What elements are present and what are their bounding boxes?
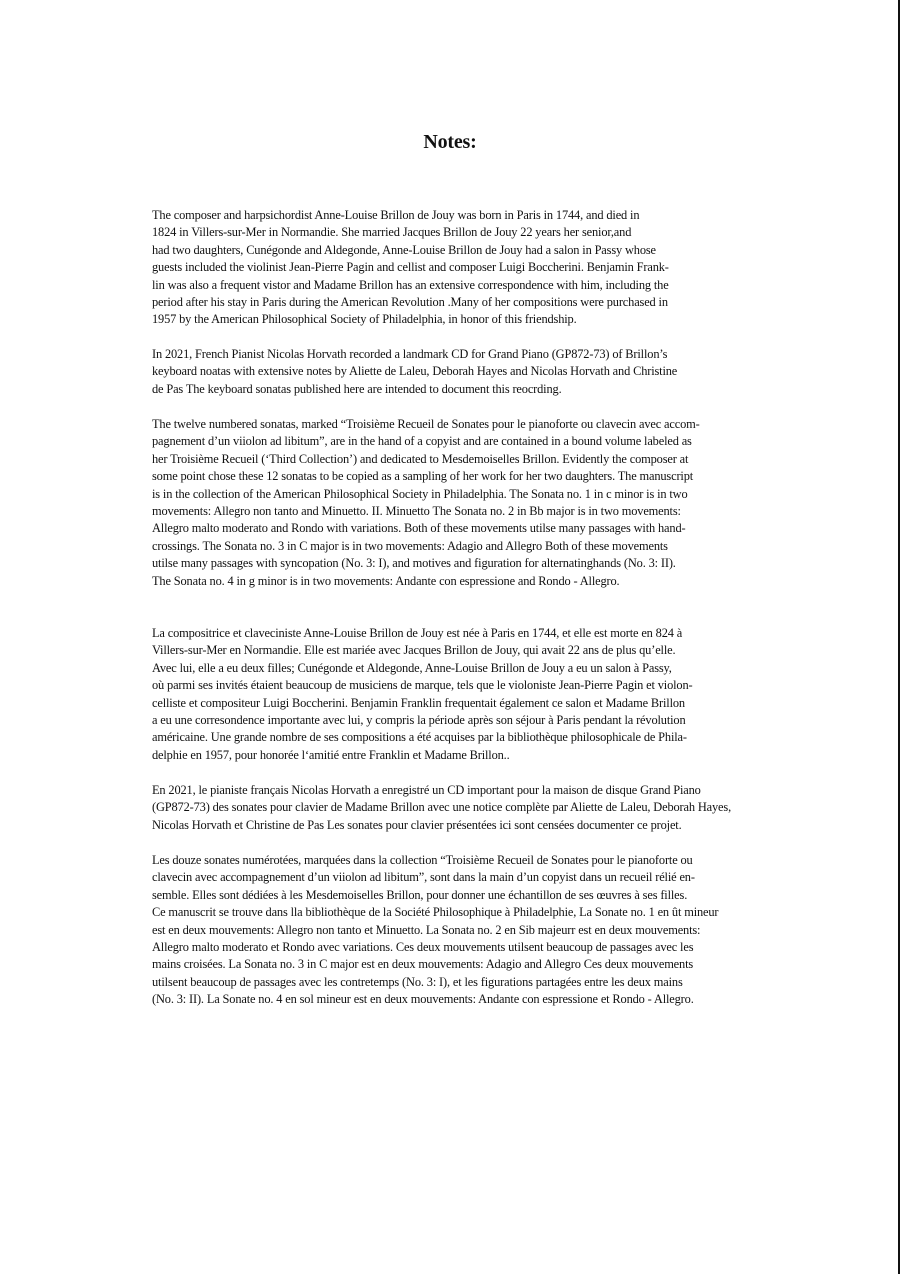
text-line: keyboard noatas with extensive notes by Aliette de Laleu, Deborah Hayes and Nicolas Horvath and Christine xyxy=(152,364,678,379)
paragraph-french-sonatas xyxy=(152,852,718,1009)
text-line: En 2021, le pianiste français Nicolas Horvath a enregistré un CD important pour la maison de disque Grand Piano xyxy=(152,783,701,797)
text-line: lin was also a frequent vistor and Madame Brillon has an extensive correspondence with him, including the xyxy=(152,277,669,292)
text-line: The twelve numbered sonatas, marked “Troisième Recueil de Sonates pour le pianoforte ou clavecin avec accom- xyxy=(152,417,700,431)
text-line: delphie en 1957, pour honorée l‘amitié entre Franklin et Madame Brillon.. xyxy=(152,747,510,762)
text-line: Nicolas Horvath et Christine de Pas Les sonates pour clavier présentées ici sont censées documenter ce projet. xyxy=(152,817,682,832)
text-line: had two daughters, Cunégonde and Aldegonde, Anne-Louise Brillon de Jouy had a salon in Passy whose xyxy=(152,242,656,257)
text-line: La compositrice et claveciniste Anne-Louise Brillon de Jouy est née à Paris en 1744, et elle est morte en 824 à xyxy=(152,626,683,640)
text-line: celliste et compositeur Luigi Boccherini. Benjamin Franklin frequentait également ce salon et Madame Brillon xyxy=(152,695,685,710)
text-line: clavecin avec accompagnement d’un viiolon ad libitum”, sont dans la main d’un copyist dans un recueil rélié en- xyxy=(152,870,695,885)
text-line: a eu une corresondence importante avec lui, y compris la période après son séjour à Paris pendant la révolution xyxy=(152,712,686,727)
text-line: Allegro malto moderato et Rondo avec variations. Ces deux mouvements utilsent beaucoup de passages avec les xyxy=(152,939,694,954)
text-line: est en deux mouvements: Allegro non tanto et Minuetto. La Sonata no. 2 en Sib majeurr est en deux mouvements: xyxy=(152,922,701,937)
paragraph-english-bio xyxy=(152,207,669,329)
text-line: (No. 3: II). La Sonate no. 4 en sol mineur est en deux mouvements: Andante con espressione et Rondo - Allegro. xyxy=(152,992,694,1007)
text-line: guests included the violinist Jean-Pierre Pagin and cellist and composer Luigi Boccherini. Benjamin Frank- xyxy=(152,260,669,275)
text-line: period after his stay in Paris during the American Revolution .Many of her compositions were purchased in xyxy=(152,294,668,309)
text-line: In 2021, French Pianist Nicolas Horvath recorded a landmark CD for Grand Piano (GP872-73) of Brillon’s xyxy=(152,347,668,361)
text-line: de Pas The keyboard sonatas published here are intended to document this reocrding. xyxy=(152,381,562,396)
text-line: movements: Allegro non tanto and Minuetto. II. Minuetto The Sonata no. 2 in Bb major is in two movements: xyxy=(152,503,681,518)
paragraph-english-recording xyxy=(152,346,677,398)
text-line: some point chose these 12 sonatas to be copied as a sampling of her work for her two daughters. The manuscript xyxy=(152,469,694,484)
text-line: où parmi ses invités étaient beaucoup de musiciens de marque, tels que le violoniste Jean-Pierre Pagin et violon- xyxy=(152,678,693,693)
text-line: The composer and harpsichordist Anne-Louise Brillon de Jouy was born in Paris in 1744, and died in xyxy=(152,208,640,222)
text-line: 1824 in Villers-sur-Mer in Normandie. She married Jacques Brillon de Jouy 22 years her senior,and xyxy=(152,225,632,240)
page-title: Notes: xyxy=(423,131,477,153)
text-line: mains croisées. La Sonata no. 3 in C major est en deux mouvements: Adagio and Allegro Ces deux mouvements xyxy=(152,957,694,972)
text-line: crossings. The Sonata no. 3 in C major is in two movements: Adagio and Allegro Both of these movements xyxy=(152,538,668,553)
text-line: pagnement d’un viiolon ad libitum”, are in the hand of a copyist and are contained in a bound volume labeled as xyxy=(152,434,692,449)
text-line: utilsent beaucoup de passages avec les contretemps (No. 3: I), et les figurations partagées entre les deux mains xyxy=(152,974,683,989)
text-line: Allegro malto moderato and Rondo with variations. Both of these movements utilse many passages with hand- xyxy=(152,521,686,536)
text-line: (GP872-73) des sonates pour clavier de Madame Brillon avec une notice complète par Aliette de Laleu, Deborah Hayes, xyxy=(152,800,732,815)
text-line: her Troisième Recueil (‘Third Collection’) and dedicated to Mesdemoiselles Brillon. Evidently the composer at xyxy=(152,451,689,466)
paragraph-english-sonatas xyxy=(152,416,700,590)
text-line: 1957 by the American Philosophical Society of Philadelphia, in honor of this friendship. xyxy=(152,312,577,327)
text-line: The Sonata no. 4 in g minor is in two movements: Andante con espressione and Rondo - Allegro. xyxy=(152,573,620,588)
text-line: américaine. Une grande nombre de ses compositions a été acquises par la bibliothèque philosophicale de Phila- xyxy=(152,730,687,745)
paragraph-french-recording xyxy=(152,782,731,834)
text-line: Les douze sonates numérotées, marquées dans la collection “Troisième Recueil de Sonates pour le pianoforte ou xyxy=(152,853,693,867)
text-line: is in the collection of the American Philosophical Society in Philadelphia. The Sonata no. 1 in c minor is in two xyxy=(152,486,688,501)
text-line: utilse many passages with syncopation (No. 3: I), and motives and figuration for alternatinghands (No. 3: II). xyxy=(152,556,676,571)
text-line: semble. Elles sont dédiées à les Mesdemoiselles Brillon, pour donner une échantillon de ses œuvres à ses filles. xyxy=(152,887,688,902)
text-line: Avec lui, elle a eu deux filles; Cunégonde et Aldegonde, Anne-Louise Brillon de Jouy a eu un salon à Passy, xyxy=(152,660,672,675)
paragraph-french-bio xyxy=(152,625,692,764)
text-line: Villers-sur-Mer en Normandie. Elle est mariée avec Jacques Brillon de Jouy, qui avait 22 ans de plus qu’elle. xyxy=(152,643,676,658)
text-line: Ce manuscrit se trouve dans lla bibliothèque de la Société Philosophique à Philadelphie, La Sonate no. 1 en ût mineur xyxy=(152,905,719,920)
